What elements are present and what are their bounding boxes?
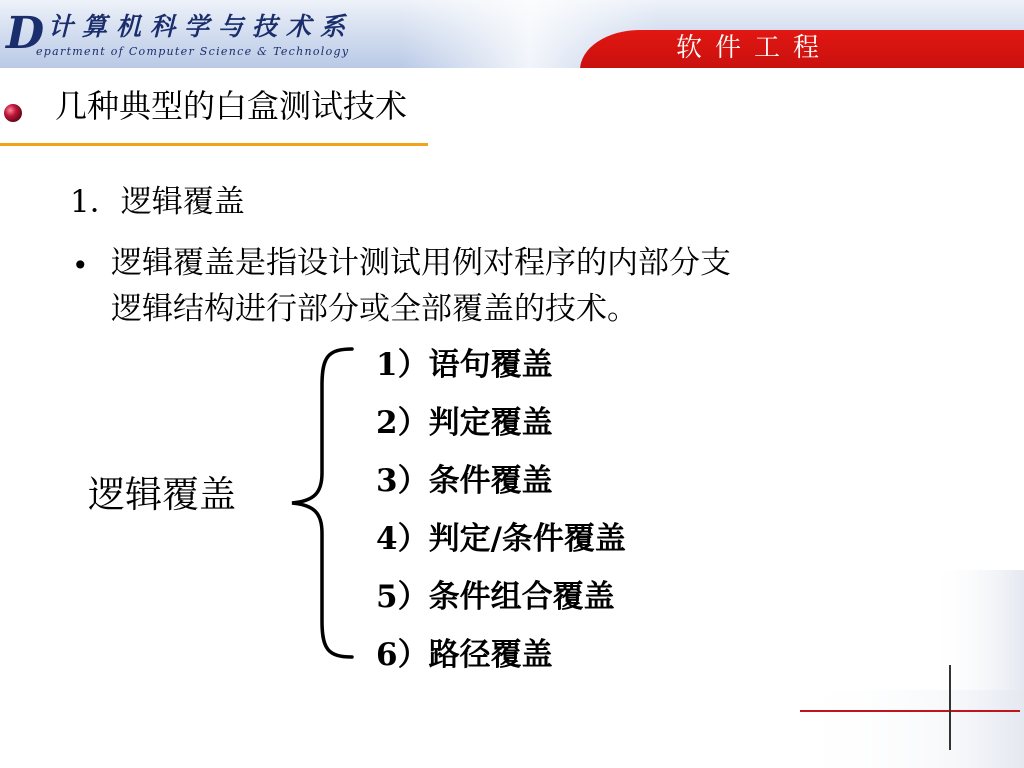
heading-underline bbox=[0, 143, 428, 146]
description-line-1: 逻辑覆盖是指设计测试用例对程序的内部分支 bbox=[111, 245, 731, 281]
brace-label: 逻辑覆盖 bbox=[88, 473, 236, 516]
coverage-item: 3）条件覆盖 bbox=[376, 463, 553, 499]
department-logo-letter: D bbox=[6, 8, 45, 59]
coverage-item: 5）条件组合覆盖 bbox=[376, 579, 615, 615]
department-name-chinese: 计算机科学与技术系 bbox=[48, 12, 355, 41]
subheading: 1．逻辑覆盖 bbox=[70, 184, 245, 220]
coverage-item: 4）判定/条件覆盖 bbox=[376, 521, 626, 557]
description-line-2: 逻辑结构进行部分或全部覆盖的技术。 bbox=[111, 291, 638, 327]
description bbox=[111, 240, 731, 332]
header-banner bbox=[0, 0, 1024, 68]
bullet-dot: • bbox=[72, 249, 89, 282]
course-title: 软件工程 bbox=[676, 33, 833, 63]
department-name-english: epartment of Computer Science & Technology bbox=[36, 45, 350, 58]
coverage-list bbox=[376, 340, 626, 688]
coverage-item: 1）语句覆盖 bbox=[376, 347, 553, 383]
coverage-item: 2）判定覆盖 bbox=[376, 405, 553, 441]
curly-brace bbox=[288, 345, 358, 661]
coverage-item: 6）路径覆盖 bbox=[376, 637, 553, 673]
bullet-ball-icon bbox=[3, 103, 23, 123]
decorative-corner bbox=[790, 570, 1024, 768]
section-heading: 几种典型的白盒测试技术 bbox=[55, 87, 408, 125]
